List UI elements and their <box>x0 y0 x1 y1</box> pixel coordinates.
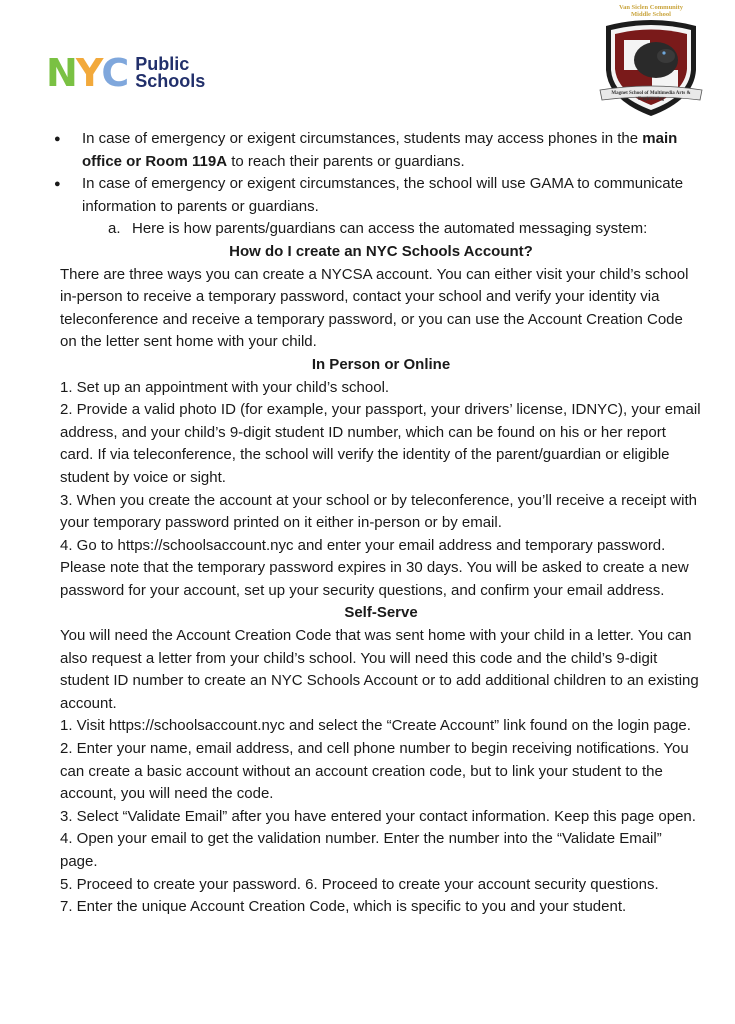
nyc-public-schools-logo <box>46 51 206 95</box>
section-heading: How do I create an NYC Schools Account? <box>229 242 533 260</box>
bullet-item: ● In case of emergency or exigent circumstances, students may access phones in the main office or Room 119A to reach their parents or guardians. <box>82 128 702 173</box>
crest-banner-1: Magnet School of Multimedia Arts & <box>611 91 691 96</box>
bullet-item: ● In case of emergency or exigent circumstances, the school will use GAMA to communicate information to parents or guardians. <box>82 173 702 218</box>
step: 2. Provide a valid photo ID (for example, your passport, your drivers’ license, IDNYC), your email address, and your child’s 9-digit student ID number, which can be found on his or her report card. If via teleconference, the school will verify the identity of the parent/guardian or eligible student by voice or sight. <box>60 401 701 486</box>
school-crest <box>596 0 706 120</box>
crest-title-2: Middle School <box>631 11 671 18</box>
step: 4. Open your email to get the validation number. Enter the number into the “Validate Email” page. <box>60 830 662 870</box>
logo-wordmark <box>135 56 205 90</box>
step: 1. Visit https://schoolsaccount.nyc and select the “Create Account” link found on the login page. <box>60 717 691 735</box>
logo-letter-c: C <box>101 51 128 95</box>
step: 2. Enter your name, email address, and cell phone number to begin receiving notifications. You can create a basic account without an account creation code, but to link your student to the account, you will need the code. <box>60 740 689 803</box>
logo-letter-y: Y <box>75 51 102 95</box>
step: 3. Select “Validate Email” after you have entered your contact information. Keep this page open. <box>60 807 696 825</box>
section-heading: Self-Serve <box>344 604 418 622</box>
step: 3. When you create the account at your school or by teleconference, you’ll receive a receipt with your temporary password printed on it either in-person or by email. <box>60 491 698 532</box>
paragraph: There are three ways you can create a NYCSA account. You can either visit your child’s school in-person to receive a temporary password, contact your school and verify your identity via teleconference and receive a temporary password, or you can use the Account Creation Code on the letter sent home with your child. <box>60 265 689 351</box>
logo-letter-n: N <box>46 51 76 95</box>
crest-banner-2: Engineering <box>637 97 665 102</box>
step: 7. Enter the unique Account Creation Code, which is specific to you and your student. <box>60 898 627 916</box>
paragraph: You will need the Account Creation Code that was sent home with your child in a letter. You can also request a letter from your child’s school. You will need this code and the child’s 9-digit student ID number to create an NYC Schools Account or to add additional children to an existing account. <box>60 627 699 712</box>
step: 1. Set up an appointment with your child’s school. <box>60 378 390 396</box>
document-body <box>60 128 702 919</box>
bold-location: main office or Room 119A <box>82 130 678 170</box>
step: 4. Go to https://schoolsaccount.nyc and enter your email address and temporary password. Please note that the temporary password expires in 30 days. You will be asked to create a new password for your account, set up your security questions, and confirm your email address. <box>60 536 689 599</box>
nyc-letters <box>46 51 128 95</box>
logo-line-1: Public <box>135 54 190 74</box>
section-heading: In Person or Online <box>311 355 451 373</box>
sub-list-item: a. Here is how parents/guardians can access the automated messaging system: <box>108 220 648 238</box>
crest-title-1: Van Siclen Community <box>618 4 684 11</box>
logo-line-2: Schools <box>135 71 206 91</box>
step: 5. Proceed to create your password. 6. Proceed to create your account security questions. <box>60 875 659 893</box>
